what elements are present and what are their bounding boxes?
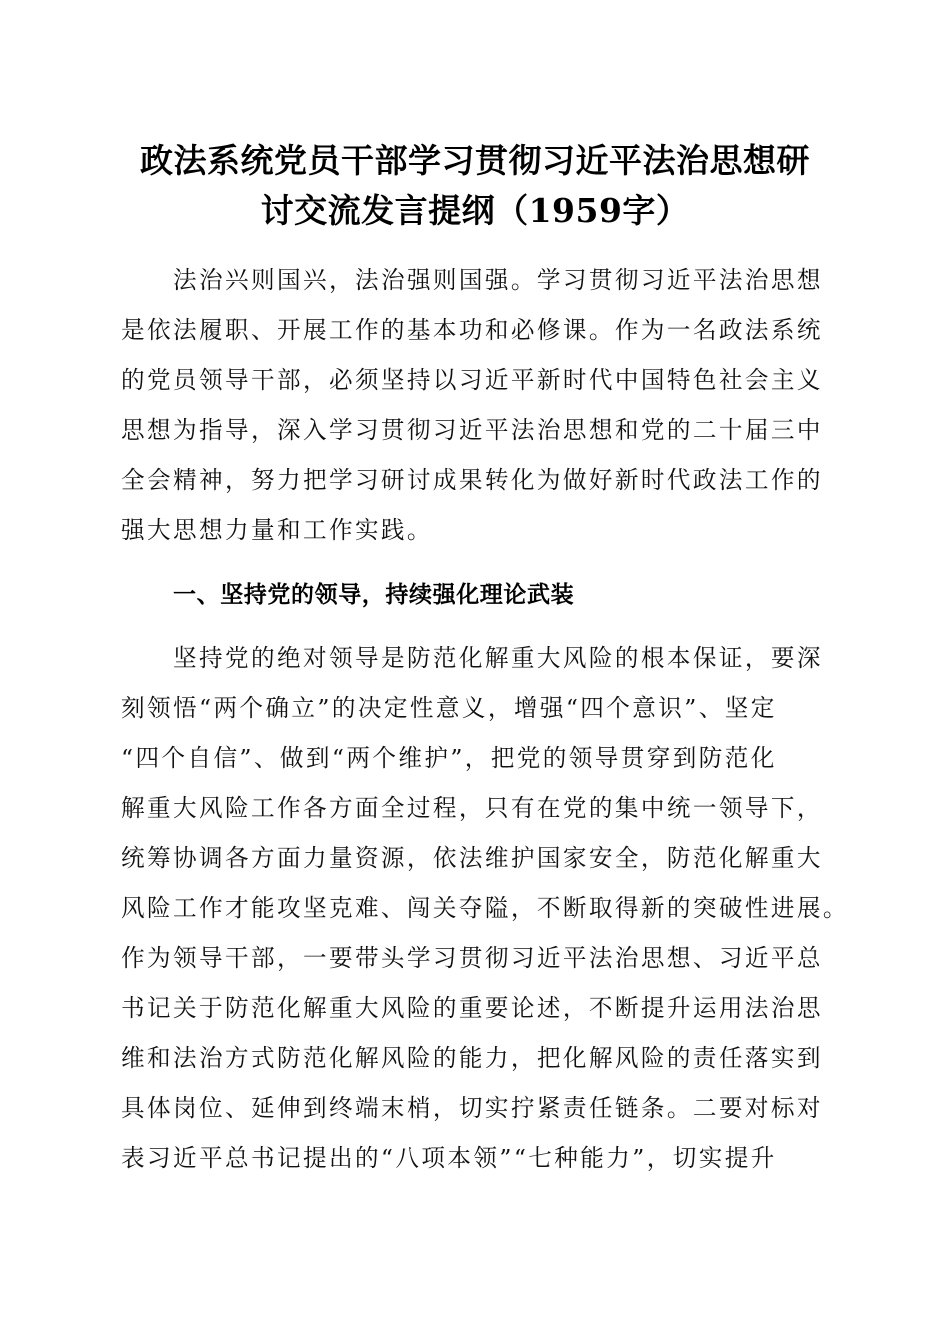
paragraph-line: 是依法履职、开展工作的基本功和必修课。作为一名政法系统 — [121, 316, 823, 344]
document-title — [100, 136, 850, 236]
intro-paragraph — [121, 255, 829, 555]
paragraph-line: 统筹协调各方面力量资源，依法维护国家安全，防范化解重大 — [121, 844, 823, 872]
paragraph-line: 风险工作才能攻坚克难、闯关夺隘，不断取得新的突破性进展。 — [121, 894, 849, 922]
paragraph-line: “四个自信”、做到“两个维护”，把党的领导贯穿到防范化 — [121, 744, 777, 772]
paragraph-line: 作为领导干部，一要带头学习贯彻习近平法治思想、习近平总 — [121, 944, 823, 972]
paragraph-line: 的党员领导干部，必须坚持以习近平新时代中国特色社会主义 — [121, 366, 823, 394]
paragraph-line: 强大思想力量和工作实践。 — [121, 516, 433, 544]
paragraph-line: 书记关于防范化解重大风险的重要论述，不断提升运用法治思 — [121, 994, 823, 1022]
paragraph-line: 刻领悟“两个确立”的决定性意义，增强“四个意识”、坚定 — [121, 694, 777, 722]
paragraph-line: 解重大风险工作各方面全过程，只有在党的集中统一领导下， — [121, 794, 823, 822]
paragraph-line: 表习近平总书记提出的“八项本领”“七种能力”，切实提升 — [121, 1144, 777, 1172]
section1-paragraph — [121, 633, 849, 1183]
paragraph-line: 全会精神，努力把学习研讨成果转化为做好新时代政法工作的 — [121, 466, 823, 494]
paragraph-line: 坚持党的绝对领导是防范化解重大风险的根本保证，要深 — [173, 644, 823, 672]
paragraph-line: 具体岗位、延伸到终端末梢，切实拧紧责任链条。二要对标对 — [121, 1094, 823, 1122]
paragraph-line: 思想为指导，深入学习贯彻习近平法治思想和党的二十届三中 — [121, 416, 823, 444]
paragraph-line: 维和法治方式防范化解风险的能力，把化解风险的责任落实到 — [121, 1044, 823, 1072]
section-heading: 一、坚持党的领导，持续强化理论武装 — [173, 582, 575, 608]
title-line-1: 政法系统党员干部学习贯彻习近平法治思想研 — [140, 141, 810, 180]
paragraph-line: 法治兴则国兴，法治强则国强。学习贯彻习近平法治思想 — [173, 266, 823, 294]
title-line-2: 讨交流发言提纲（1959字） — [260, 191, 690, 230]
